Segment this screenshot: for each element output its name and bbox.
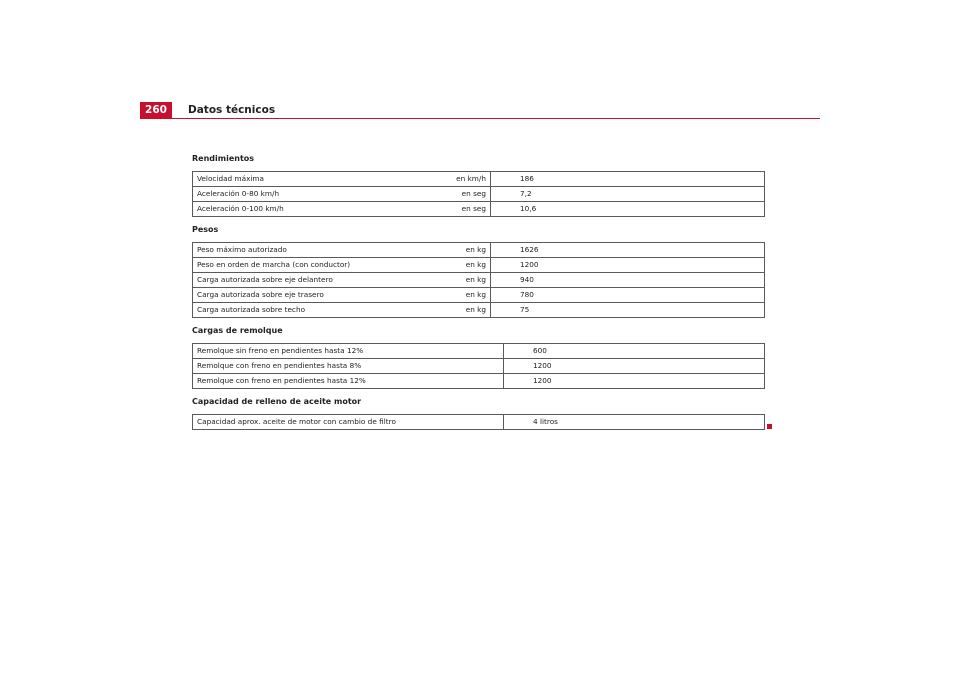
header-divider xyxy=(140,118,820,119)
row-unit: en seg xyxy=(452,202,491,217)
row-value: 7,2 xyxy=(491,187,765,202)
section-title-aceite-motor: Capacidad de relleno de aceite motor xyxy=(192,397,362,406)
row-unit: en kg xyxy=(452,273,491,288)
row-label: Aceleración 0-80 km/h xyxy=(193,187,453,202)
row-unit: en kg xyxy=(452,243,491,258)
table-row xyxy=(193,172,765,187)
section-title-pesos: Pesos xyxy=(192,225,219,234)
row-unit: en seg xyxy=(452,187,491,202)
row-unit: en kg xyxy=(452,288,491,303)
row-unit: en kg xyxy=(452,258,491,273)
table-row xyxy=(193,258,765,273)
table-row xyxy=(193,374,765,389)
table-row xyxy=(193,288,765,303)
cargas-remolque-table xyxy=(192,343,765,389)
row-value: 186 xyxy=(491,172,765,187)
page-title: Datos técnicos xyxy=(188,104,276,116)
technical-data-content xyxy=(192,154,765,438)
row-label: Carga autorizada sobre eje trasero xyxy=(193,288,453,303)
aceite-motor-table xyxy=(192,414,765,430)
page-header xyxy=(140,100,820,118)
section-title-cargas-remolque: Cargas de remolque xyxy=(192,326,283,335)
row-value: 600 xyxy=(504,344,765,359)
pesos-table xyxy=(192,242,765,318)
rendimientos-table xyxy=(192,171,765,217)
row-value: 10,6 xyxy=(520,204,537,213)
row-label: Velocidad máxima xyxy=(193,172,453,187)
table-row xyxy=(193,344,765,359)
table-row xyxy=(193,359,765,374)
table-row xyxy=(193,273,765,288)
row-value: 1200 xyxy=(504,359,765,374)
table-row xyxy=(193,415,765,430)
table-row xyxy=(193,303,765,318)
table-row xyxy=(193,187,765,202)
row-value: 1200 xyxy=(533,376,552,385)
row-label: Capacidad aprox. aceite de motor con cambio de filtro xyxy=(193,415,504,430)
row-label: Remolque con freno en pendientes hasta 8% xyxy=(193,359,504,374)
row-label: Aceleración 0-100 km/h xyxy=(197,204,284,213)
row-label: Peso máximo autorizado xyxy=(193,243,453,258)
table-row xyxy=(193,243,765,258)
page-number: 260 xyxy=(140,102,172,118)
row-label: Remolque con freno en pendientes hasta 12% xyxy=(193,374,504,389)
row-unit: en km/h xyxy=(452,172,491,187)
row-label: Peso en orden de marcha (con conductor) xyxy=(193,258,453,273)
row-label: Carga autorizada sobre eje delantero xyxy=(193,273,453,288)
row-label: Carga autorizada sobre techo xyxy=(197,305,306,314)
row-value: 75 xyxy=(520,305,530,314)
row-label: Remolque sin freno en pendientes hasta 12% xyxy=(193,344,504,359)
table-row xyxy=(193,202,765,217)
row-unit: en kg xyxy=(452,303,491,318)
row-value: 1200 xyxy=(491,258,765,273)
section-end-marker-icon xyxy=(767,424,772,429)
row-value: 940 xyxy=(491,273,765,288)
row-value: 4 litros xyxy=(533,417,558,426)
row-value: 1626 xyxy=(491,243,765,258)
section-title-rendimientos: Rendimientos xyxy=(192,154,255,163)
row-value: 780 xyxy=(491,288,765,303)
